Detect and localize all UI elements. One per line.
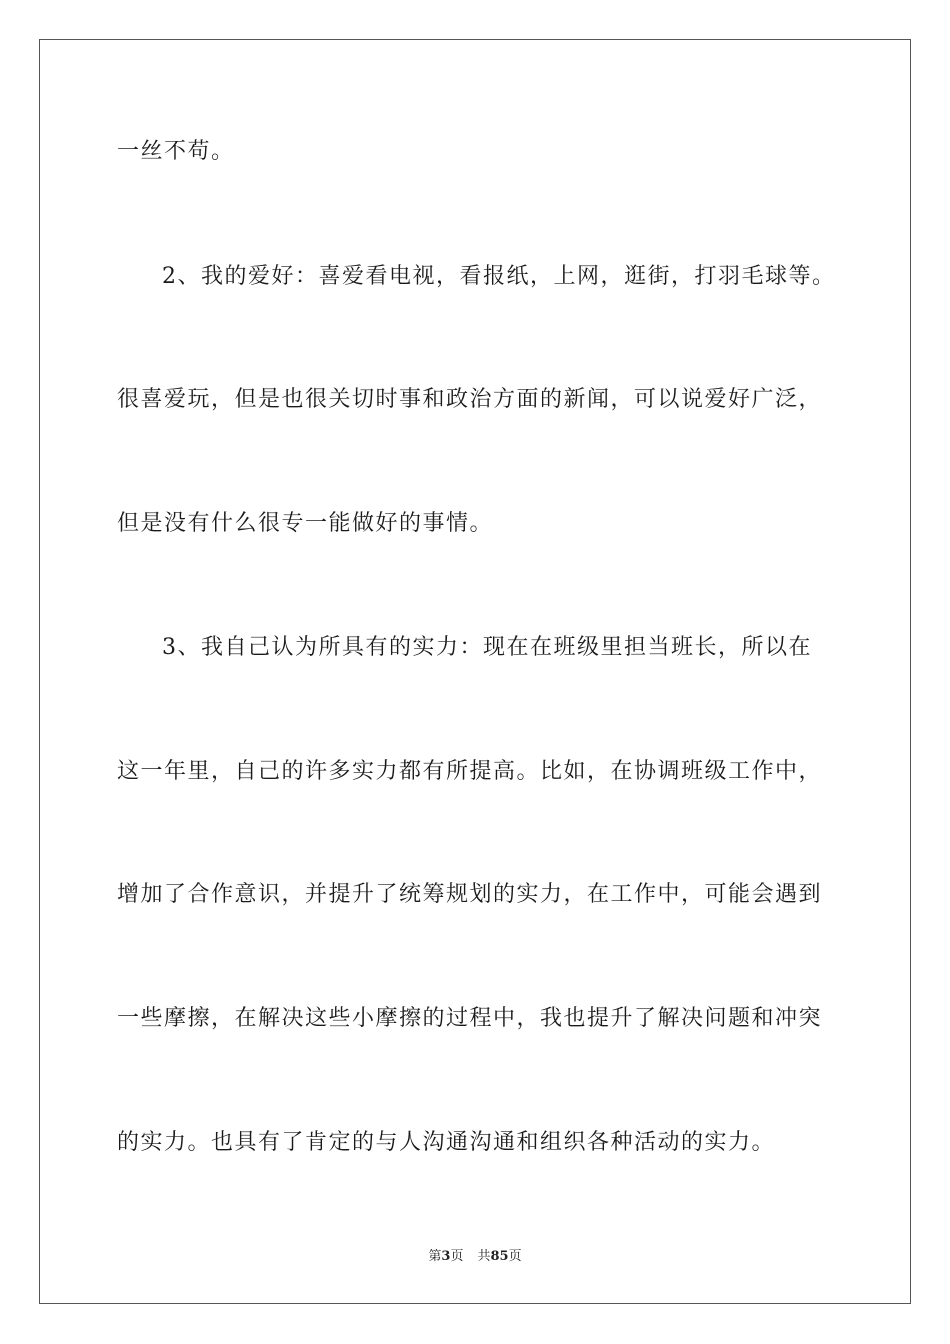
text-line: 一些摩擦，在解决这些小摩擦的过程中，我也提升了解决问题和冲突 xyxy=(117,1006,823,1031)
page-border xyxy=(39,39,911,1304)
total-pages: 85 xyxy=(490,1249,509,1264)
paragraph-abilities: 3、我自己认为所具有的实力：现在在班级里担当班长，所以在 xyxy=(162,635,812,660)
page-label-prefix: 第 xyxy=(428,1249,442,1264)
paragraph-hobbies: 2、我的爱好：喜爱看电视，看报纸，上网，逛街，打羽毛球等。 xyxy=(162,264,836,289)
text-line: 这一年里，自己的许多实力都有所提高。比如，在协调班级工作中， xyxy=(117,759,823,784)
text-line: 但是没有什么很专一能做好的事情。 xyxy=(117,511,494,536)
total-label-prefix: 共 xyxy=(477,1249,491,1264)
text-line: 增加了合作意识，并提升了统筹规划的实力，在工作中，可能会遇到 xyxy=(117,882,823,907)
page-label-suffix: 页 xyxy=(450,1249,464,1264)
text-line: 一丝不苟。 xyxy=(117,139,235,164)
page-footer xyxy=(0,1248,950,1266)
text-line: 很喜爱玩，但是也很关切时事和政治方面的新闻，可以说爱好广泛， xyxy=(117,387,823,412)
total-label-suffix: 页 xyxy=(508,1249,522,1264)
text-line: 的实力。也具有了肯定的与人沟通沟通和组织各种活动的实力。 xyxy=(117,1130,776,1155)
page-number: 3 xyxy=(441,1249,451,1264)
